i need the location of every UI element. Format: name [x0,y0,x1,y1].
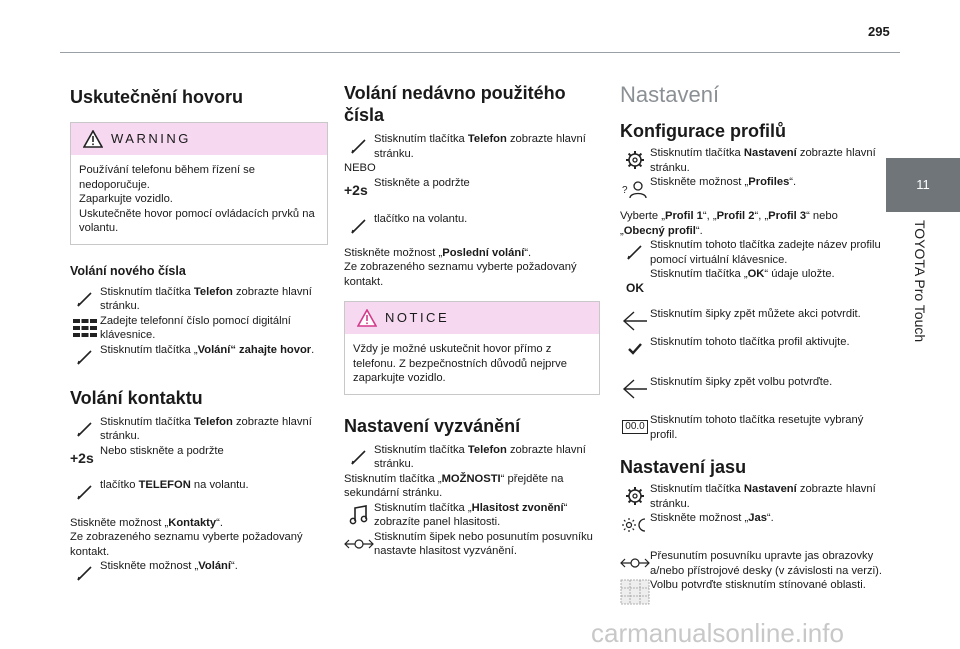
heading-settings: Nastavení [620,82,720,107]
pen-icon [76,420,94,438]
text: Stisknutím tlačítka [100,415,194,428]
footer-watermark: carmanualsonline.info [591,618,844,648]
text: Stisknutím tohoto tlačítka resetujte vybraný profil. [650,414,864,441]
heading-recent-number: Volání nedávno použitého čísla [344,83,566,125]
pen-icon [76,483,94,501]
text-bold: Profil 1 [664,210,703,222]
step-profile-5 [620,267,882,295]
step-new-1 [70,285,328,314]
reset-icon: 00.0 [622,420,647,434]
text: Stisknutím tlačítka [374,443,468,456]
shaded-area-icon [620,579,650,605]
step-contact-3 [70,478,328,506]
step-recent-3 [344,212,600,240]
warning-line-3: Uskutečněte hovor pomocí ovládacích prvků na volantu. [79,207,315,234]
text: Vyberte „ [620,210,665,222]
text-bold: Telefon [467,133,507,145]
text-bold: Nastavení [743,483,797,495]
text: Stisknutím šipky zpět můžete akci potvrdit. [650,308,861,320]
column-3 [620,82,882,606]
svg-text:+2s: +2s [70,449,94,466]
text-bold: TELEFON [138,478,191,491]
text: “ údaje uložte. [764,268,835,280]
text: zobrazte hlavní stránku. [374,443,586,470]
step-new-3 [70,343,328,371]
text: Stisknutím tlačítka „ [650,268,748,280]
text: Stisknutím tlačítka „ [344,472,442,485]
text: “, „ [754,210,769,222]
text: Stisknutím tohoto tlačítka profil aktivujte. [650,336,850,348]
warning-box [70,122,328,245]
text: Nebo stiskněte a podržte [100,444,224,457]
text-bold: OK [747,268,765,280]
pen-icon [350,137,368,155]
text-or: NEBO [344,162,376,174]
text-bold: Profil 2 [716,210,755,222]
pen-icon [350,448,368,466]
step-recent-4 [344,246,600,261]
warning-triangle-icon [83,130,103,148]
text-bold: Nastavení [743,147,797,159]
heading-profiles: Konfigurace profilů [620,121,786,141]
step-profile-3 [620,209,882,238]
warning-line-2: Zaparkujte vozidlo. [79,193,173,205]
step-contact-1 [70,415,328,444]
text: zobrazte hlavní stránku. [100,285,312,312]
step-profile-7 [620,335,882,363]
text-bold: Jas [748,512,767,524]
step-recent-2 [344,176,600,204]
text: Stisknutím tlačítka [650,147,744,159]
text: “. [766,512,774,524]
warning-header [71,123,327,155]
step-contact-5: Ze zobrazeného seznamu vyberte požadovaný kontakt. [70,531,303,558]
pen-icon [626,243,644,261]
heading-making-call: Uskutečnění hovoru [70,87,244,107]
step-recent-5: Ze zobrazeného seznamu vyberte požadovaný kontakt. [344,261,577,288]
chapter-label: TOYOTA Pro Touch [912,220,928,343]
ok-icon: OK [626,280,644,295]
step-recent-1 [344,132,600,161]
text: “. [231,560,238,572]
step-ring-1 [344,443,600,472]
svg-text:+2s: +2s [344,181,368,198]
text-bold: Kontakty [168,516,217,529]
text: Stisknutím šipek nebo posunutím posuvníku nastavte hlasitost vyzvánění. [374,530,593,557]
pen-icon [350,217,368,235]
heading-ringtone: Nastavení vyzvánění [344,415,521,436]
keypad-icon [73,319,97,337]
text: Stisknutím tohoto tlačítka zadejte název profilu pomocí virtuální klávesnice. [650,239,881,266]
checkmark-icon [627,342,643,356]
text: Stiskněte možnost „ [650,512,749,524]
text-bold: Obecný profil [623,224,696,237]
step-profile-2 [620,175,882,203]
warning-triangle-icon [357,309,377,327]
text: “. [695,224,703,237]
text: Stisknutím šipky zpět volbu potvrďte. [650,376,833,388]
text-bold: Telefon [467,443,507,456]
step-ring-3 [344,501,600,530]
warning-body [71,155,327,244]
heading-brightness: Nastavení jasu [620,457,747,477]
heading-new-number: Volání nového čísla [70,263,186,278]
gear-icon [625,150,645,170]
text-bold: Volání“ zahajte hovor [197,343,312,356]
text-bold: Telefon [193,415,233,428]
gear-icon [625,486,645,506]
music-note-icon [349,504,369,526]
text: Stiskněte možnost „ [650,176,749,188]
profile-icon [622,179,648,199]
text: Stiskněte možnost „ [344,246,443,259]
step-ring-2 [344,472,600,501]
text: . [311,343,315,356]
text: Stisknutím tlačítka „ [100,343,198,356]
text: na volantu. [190,478,249,491]
column-2 [344,82,600,559]
column-1 [70,82,328,587]
text: Stisknutím tlačítka „ [374,501,472,514]
svg-text:?: ? [622,185,628,196]
step-profile-6 [620,307,882,335]
back-arrow-icon [622,379,648,399]
text: Stisknutím tlačítka [100,285,194,298]
chapter-tab: 11 [886,158,960,212]
heading-call-contact: Volání kontaktu [70,387,203,408]
text: Stiskněte možnost „ [100,560,199,572]
text-bold: Profiles [748,176,790,188]
warning-title: WARNING [111,130,191,146]
back-arrow-icon [622,311,648,331]
text: “ nebo „ [620,210,838,237]
text: Stisknutím tlačítka [374,133,468,145]
text: “, „ [702,210,717,222]
pen-icon [76,290,94,308]
page-number: 295 [868,24,890,39]
text: tlačítko na volantu. [374,212,468,225]
notice-header [345,302,599,334]
step-profile-1 [620,146,882,175]
step-bright-4 [620,578,882,606]
sun-moon-icon [621,516,649,534]
text: zobrazte hlavní stránku. [374,133,586,160]
text-bold: Telefon [193,285,233,298]
text: “. [524,246,532,259]
text: Volbu potvrďte stisknutím stínované oblasti. [650,579,866,591]
step-profile-4 [620,238,882,267]
slider-arrows-icon [620,555,650,571]
text: Stiskněte možnost „ [70,516,169,529]
pen-icon [76,564,94,582]
text: “. [789,176,797,188]
text: “. [216,516,223,529]
text: Zadejte telefonní číslo pomocí digitální klávesnice. [100,314,291,341]
step-bright-1 [620,482,882,511]
notice-box [344,301,600,395]
step-bright-2 [620,511,882,539]
step-bright-3 [620,549,882,578]
text-bold: Hlasitost zvonění [471,501,564,514]
step-new-2 [70,314,328,343]
step-profile-9 [620,413,882,442]
text: zobrazte hlavní stránku. [650,147,876,174]
warning-line-1: Používání telefonu během řízení se nedoporučuje. [79,164,256,191]
text-bold: MOŽNOSTI [441,472,501,485]
notice-title: NOTICE [385,309,450,325]
text: zobrazte hlavní stránku. [100,415,312,442]
text: Stisknutím tlačítka [650,483,744,495]
notice-body: Vždy je možné uskutečnit hovor přímo z telefonu. Z bezpečnostních důvodů nejprve zaparkujte vozidlo. [353,343,567,384]
text: Přesunutím posuvníku upravte jas obrazovky a/nebo přístrojové desky (v závislosti na verzi). [650,550,882,577]
step-contact-2 [70,444,328,472]
text: “ přejděte na sekundární stránku. [344,472,564,499]
text: Stiskněte a podržte [374,176,470,189]
slider-arrows-icon [344,536,374,552]
step-contact-6 [70,559,328,587]
step-contact-4 [70,516,328,531]
pen-icon [76,348,94,366]
step-ring-4 [344,530,600,559]
press-2s-icon [344,180,374,200]
text-bold: Volání [198,560,231,572]
step-profile-8 [620,375,882,403]
press-2s-icon [70,448,100,468]
text-bold: Profil 3 [768,210,807,222]
text: tlačítko [100,478,139,491]
top-rule [60,52,900,53]
text: zobrazte hlavní stránku. [650,483,876,510]
chapter-label-wrap [910,220,930,420]
text-bold: Poslední volání [442,246,525,259]
text: “ zobrazíte panel hlasitosti. [374,501,568,528]
